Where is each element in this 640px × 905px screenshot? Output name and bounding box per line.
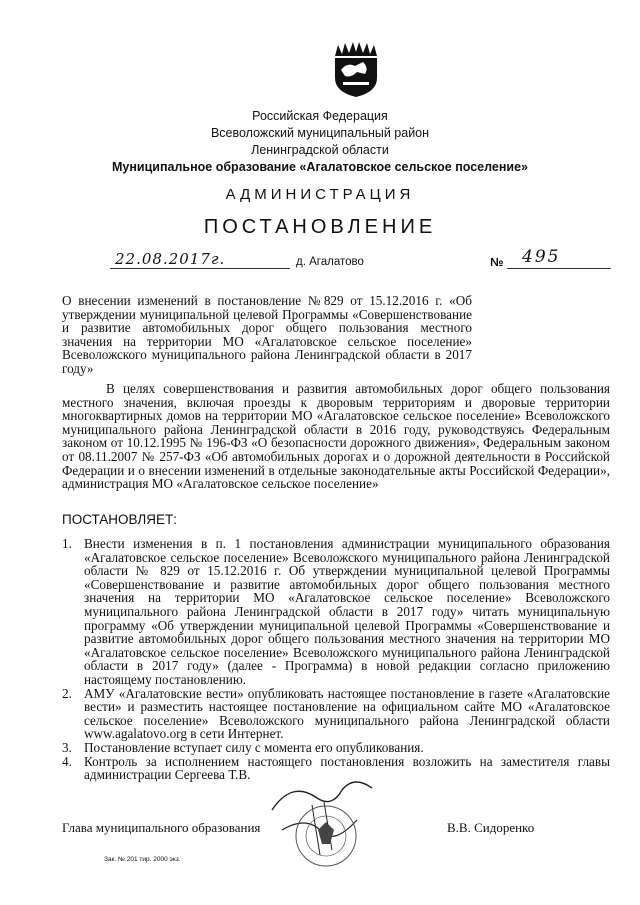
handwritten-number: 495 [522,247,561,267]
resolution-title: ПОСТАНОВЛЕНИЕ [203,216,437,238]
header-region: Ленинградской области [251,143,389,157]
official-stamp-signature [262,770,392,880]
header-municipality: Муниципальное образование «Агалатовское сельское поселение» [112,160,528,174]
place-name: д. Агалатово [296,256,364,268]
administration-title: АДМИНИСТРАЦИЯ [225,186,415,203]
handwritten-date: 22.08.2017г. [115,250,226,268]
item-text: Контроль за исполнением настоящего постановления возложить на заместителя главы администрации Сергеева Т.В. [84,753,610,783]
header-district: Всеволожский муниципальный район [210,126,430,140]
number-underline [507,268,611,269]
item-text: Постановление вступает силу с момента его опубликования. [84,739,424,755]
resolution-items [62,537,610,782]
signature-position: Глава муниципального образования [62,820,261,835]
item-number: 1. [62,536,72,551]
resolves-heading: ПОСТАНОВЛЯЕТ: [62,512,178,527]
item-number: 3. [62,739,72,755]
list-item [62,537,610,687]
list-item [62,741,610,755]
list-item [62,687,610,741]
coat-of-arms-emblem [333,42,379,98]
preamble-paragraph: В целях совершенствования и развития автомобильных дорог общего пользования местного значения, включая проезды к дворовым территориям и дворовые территории многоквартирных домов на территории МО «Агалатовское сельское поселение» Всеволожского муниципального района Ленинградской области в 2016 году, руководствуясь Федеральным законом от 10.12.1995 № 196-ФЗ «О безопасности дорожного движения», Федеральным законом от 08.11.2007 № 257-ФЗ «Об автомобильных дорогах и о дорожной деятельности в Российской Федерации и о внесении изменений в отдельные законодательные акты Российской Федерации», администрация МО «Агалатовское сельское поселение» [62,381,610,492]
item-number: 4. [62,753,72,769]
item-text: Внести изменения в п. 1 постановления администрации муниципального образования «Агалатовское сельское поселение» Всеволожского муниципального района Ленинградской области № 829 от 15.12.2016 г. Об утверждении муниципальной целевой Программы «Совершенствование и развитие автомобильных дорог общего пользования местного значения на территории МО «Агалатовское сельское поселение» Всеволожского муниципального района Ленинградской области в 2017 году» читать муниципальную программу «Об утверждении муниципальной целевой Программы «Совершенствование и развитие автомобильных дорог общего пользования местного значения на территории МО «Агалатовское сельское поселение» Всеволожского муниципального района Ленинградской области в 2017 году» (далее - Программа) в новой редакции согласно приложению настоящему постановлению. [84,536,610,687]
print-run-footer: Зак. № 201 тир. 2000 экз. [104,856,181,863]
number-label: № [490,255,504,269]
date-underline [110,268,290,269]
subject-paragraph: О внесении изменений в постановление №829 от 15.12.2016 г. «Об утверждении муниципальной целевой Программы «Совершенствование и развитие автомобильных дорог общего пользования местного значения на территории МО «Агалатовское сельское поселение» Всеволожского муниципального района Ленинградской области в 2017 году» [62,293,472,376]
signature-name: В.В. Сидоренко [447,820,535,835]
item-number: 2. [62,685,72,701]
date-number-line [0,247,640,276]
item-text: АМУ «Агалатовские вести» опубликовать настоящее постановление в газете «Агалатовские вести» и разместить настоящее постановление на официальном сайте МО «Агалатовское сельское поселение» Всеволожского муниципального района Ленинградской области www.agalatovo.org в сети Интернет. [84,685,610,742]
header-country: Российская Федерация [252,109,388,123]
